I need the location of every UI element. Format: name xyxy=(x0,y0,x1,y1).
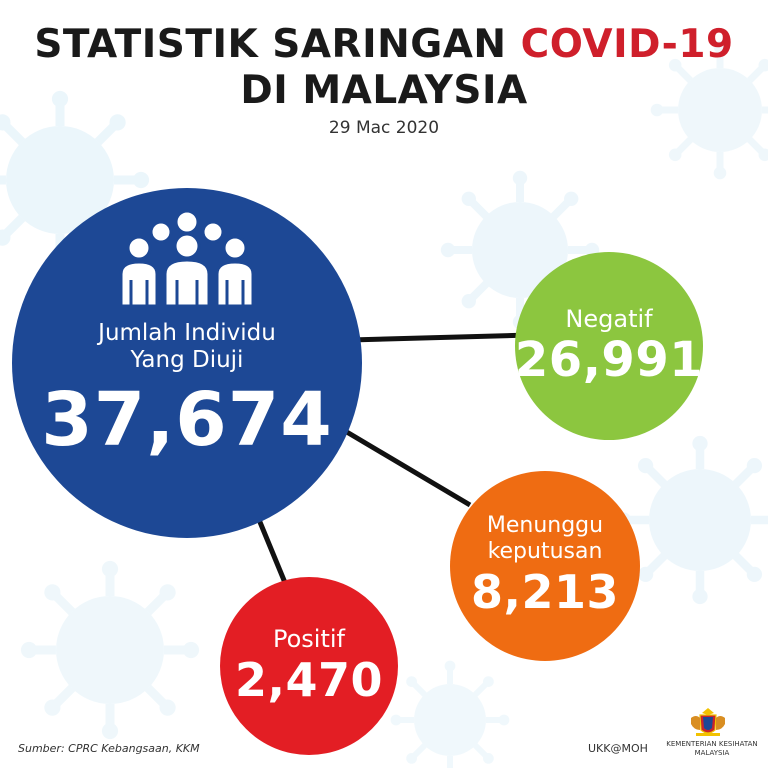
source-note: Sumber: CPRC Kebangsaan, KKM xyxy=(18,742,200,755)
total-tested-circle xyxy=(12,188,362,538)
total-value: 37,674 xyxy=(41,377,333,463)
malaysia-coat-of-arms-icon xyxy=(688,706,728,738)
ministry-line2: MALAYSIA xyxy=(694,749,730,757)
pending-circle xyxy=(450,471,640,661)
pending-value: 8,213 xyxy=(470,565,619,619)
ukk-handle: UKK@MOH xyxy=(588,742,648,755)
pending-label-line1: Menunggu xyxy=(486,513,604,538)
negative-value: 26,991 xyxy=(514,332,704,388)
total-label xyxy=(98,320,276,374)
positive-label: Positif xyxy=(273,625,345,653)
pending-label-line2: keputusan xyxy=(487,539,603,564)
title-accent: COVID-19 xyxy=(520,22,734,67)
negative-label: Negatif xyxy=(565,305,653,333)
positive-circle xyxy=(220,577,398,755)
ministry-name xyxy=(660,740,764,758)
ministry-line1: KEMENTERIAN KESIHATAN xyxy=(666,740,758,748)
report-date: 29 Mac 2020 xyxy=(328,118,440,138)
total-label-line2: Yang Diuji xyxy=(130,347,244,373)
positive-value: 2,470 xyxy=(234,653,383,707)
page-title-line2: DI MALAYSIA xyxy=(240,68,528,113)
people-group-icon xyxy=(117,208,257,308)
negative-circle xyxy=(515,252,703,440)
title-main: STATISTIK SARINGAN xyxy=(34,22,521,67)
total-label-line1: Jumlah Individu xyxy=(98,320,276,346)
